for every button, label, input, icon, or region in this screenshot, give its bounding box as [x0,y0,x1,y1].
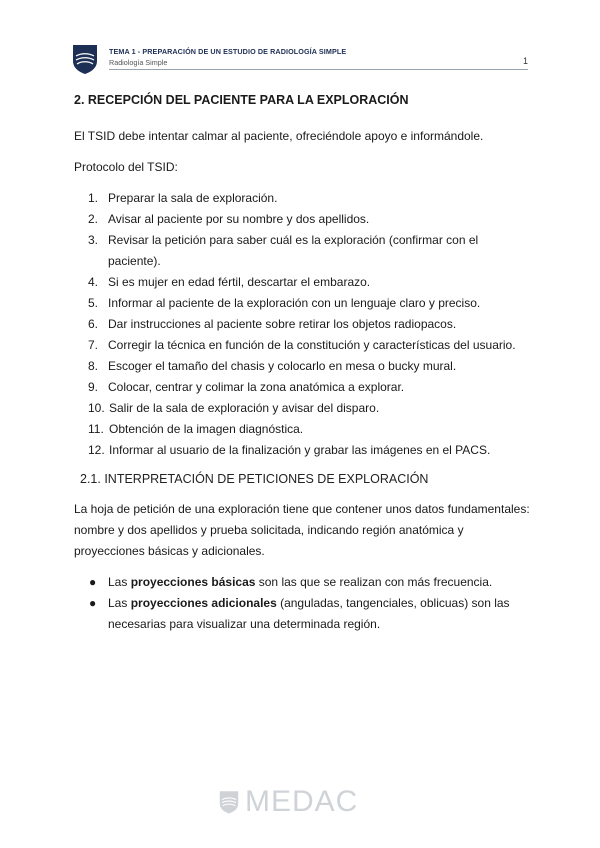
footer-brand: MEDAC [245,785,359,818]
bullet-list [74,572,530,635]
list-item-text: Escoger el tamaño del chasis y colocarlo en mesa o bucky mural. [108,359,457,373]
list-item [74,356,530,377]
list-item [74,293,530,314]
list-item [74,335,530,356]
list-item [74,209,530,230]
list-item [74,377,530,398]
list-number: 7. [88,338,99,352]
list-number: 12. [88,443,105,457]
shield-logo-icon [219,790,239,814]
list-item-text: Colocar, centrar y colimar la zona anatómica a explorar. [108,380,405,394]
page-header [72,44,528,76]
subsection-paragraph: La hoja de petición de una exploración tiene que contener unos datos fundamentales: nombre y dos apellidos y prueba solicitada, indicando región anatómica y proyecciones básicas y adicionales. [74,502,530,558]
header-subtitle: Radiología Simple [109,58,168,67]
list-number: 2. [88,212,99,226]
shield-logo-icon [72,44,98,74]
bullet-bold-term: proyecciones básicas [130,575,256,589]
header-title: TEMA 1 - PREPARACIÓN DE UN ESTUDIO DE RADIOLOGÍA SIMPLE [109,47,347,56]
list-number: 5. [88,296,99,310]
bullet-icon: ● [89,575,97,589]
list-item [74,314,530,335]
list-item-text: Si es mujer en edad fértil, descartar el embarazo. [108,275,371,289]
list-item [74,419,530,440]
list-item-text: Avisar al paciente por su nombre y dos apellidos. [108,212,370,226]
protocol-label: Protocolo del TSID: [74,160,178,174]
bullet-prefix: Las [108,596,131,610]
list-item-text: Salir de la sala de exploración y avisar del disparo. [109,401,380,415]
list-number: 8. [88,359,99,373]
list-item-text: Informar al paciente de la exploración con un lenguaje claro y preciso. [108,296,481,310]
list-item-text: Revisar la petición para saber cuál es la exploración (confirmar con el paciente). [108,233,479,268]
list-number: 10. [88,401,105,415]
footer-watermark [219,786,379,820]
list-item-text: Preparar la sala de exploración. [108,191,278,205]
list-number: 1. [88,191,99,205]
header-divider [109,69,528,70]
bullet-rest: (anguladas, tangenciales, oblicuas) son las necesarias para visualizar una determinada región. [108,596,510,631]
list-number: 6. [88,317,99,331]
list-item [74,272,530,293]
section-heading: 2. RECEPCIÓN DEL PACIENTE PARA LA EXPLORACIÓN [74,93,409,107]
list-item [74,188,530,209]
intro-paragraph: El TSID debe intentar calmar al paciente, ofreciéndole apoyo e informándole. [74,129,484,143]
list-item-text: Corregir la técnica en función de la constitución y características del usuario. [108,338,516,352]
bullet-prefix: Las [108,575,131,589]
bullet-item [74,572,530,593]
bullet-rest: son las que se realizan con más frecuencia. [255,575,493,589]
list-number: 11. [88,422,104,436]
list-number: 9. [88,380,99,394]
list-number: 3. [88,233,99,247]
subsection-heading: 2.1. INTERPRETACIÓN DE PETICIONES DE EXPLORACIÓN [80,472,429,486]
bullet-item [74,593,530,635]
protocol-steps-list [74,188,530,461]
page-number: 1 [522,56,528,66]
page-content [74,90,530,635]
list-item [74,440,530,461]
list-item [74,398,530,419]
list-item [74,230,530,272]
bullet-icon: ● [89,596,97,610]
list-item-text: Dar instrucciones al paciente sobre retirar los objetos radiopacos. [108,317,457,331]
list-item-text: Obtención de la imagen diagnóstica. [109,422,304,436]
bullet-bold-term: proyecciones adicionales [130,596,277,610]
list-number: 4. [88,275,99,289]
list-item-text: Informar al usuario de la finalización y grabar las imágenes en el PACS. [109,443,491,457]
